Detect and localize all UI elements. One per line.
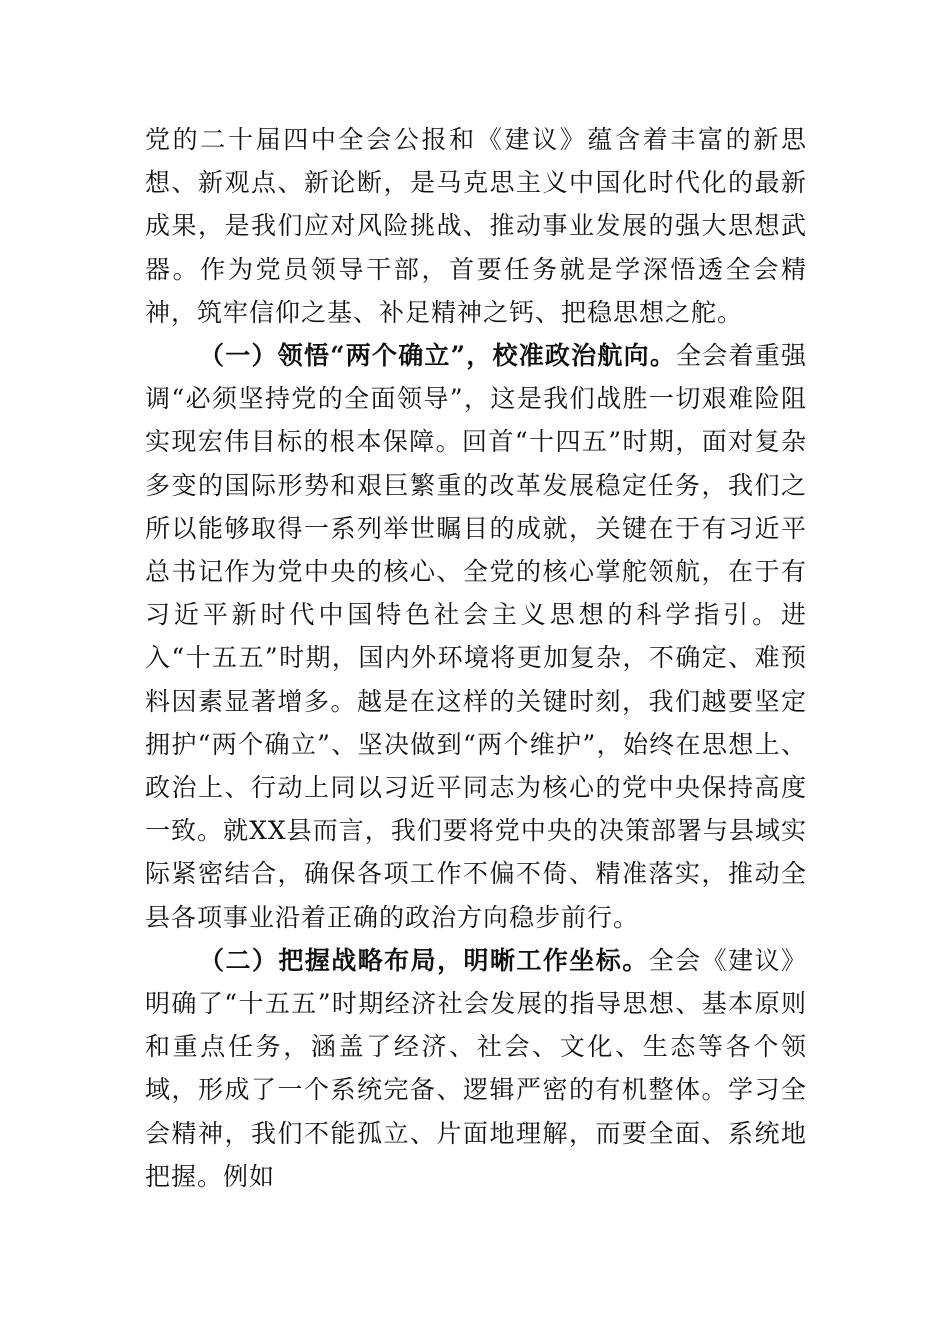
section-2-text: 全会《建议》明确了“十五五”时期经济社会发展的指导思想、基本原则和重点任务，涵盖了经济、社会、文化、生态等各个领域，形成了一个系统完备、逻辑严密的有机整体。学习全会精神，我们不能孤立、片面地理解，而要全面、系统地把握。例如 [145,945,807,1191]
section-1-text: 全会着重强调“必须坚持党的全面领导”，这是我们战胜一切艰难险阻实现宏伟目标的根本保障。回首“十四五”时期，面对复杂多变的国际形势和艰巨繁重的改革发展稳定任务，我们之所以能够取得一系列举世瞩目的成就，关键在于有习近平总书记作为党中央的核心、全党的核心掌舵领航，在于有习近平新时代中国特色社会主义思想的科学指引。进入“十五五”时期，国内外环境将更加复杂，不确定、难预料因素显著增多。越是在这样的关键时刻，我们越要坚定拥护“两个确立”、坚决做到“两个维护”，始终在思想上、政治上、行动上同以习近平同志为核心的党中央保持高度一致。就XX县而言，我们要将党中央的决策部署与县域实际紧密结合，确保各项工作不偏不倚、精准落实，推动全县各项事业沿着正确的政治方向稳步前行。 [145,341,807,932]
document-body [145,118,807,1198]
paragraph-intro [145,118,807,334]
paragraph-intro-text: 党的二十届四中全会公报和《建议》蕴含着丰富的新思想、新观点、新论断，是马克思主义中国化时代化的最新成果，是我们应对风险挑战、推动事业发展的强大思想武器。作为党员领导干部，首要任务就是学深悟透全会精神，筑牢信仰之基、补足精神之钙、把稳思想之舵。 [145,125,807,327]
paragraph-section-2 [145,939,807,1198]
section-1-heading: （一）领悟“两个确立”，校准政治航向。 [199,341,677,371]
paragraph-section-1 [145,334,807,939]
section-2-heading: （二）把握战略布局，明晰工作坐标。 [199,945,649,975]
